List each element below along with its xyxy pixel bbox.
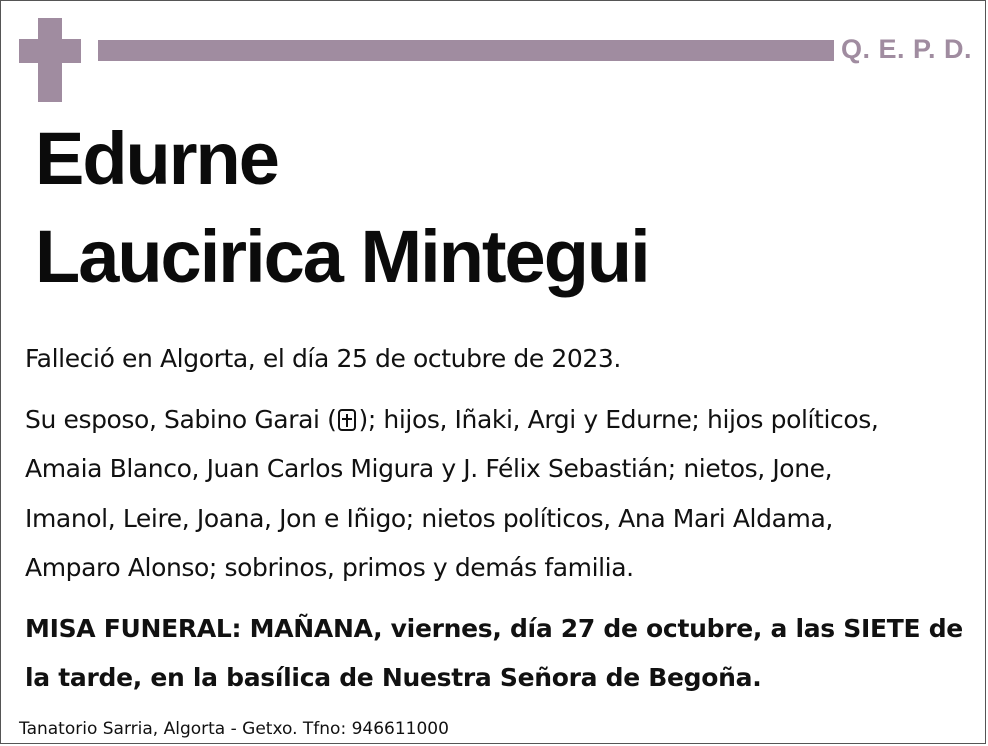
qepd-badge: Q. E. P. D. (841, 34, 973, 64)
funeral-line-2: la tarde, en la basílica de Nuestra Señora de Begoña. (25, 663, 762, 692)
deceased-cross-icon (338, 409, 356, 431)
family-line-1 (25, 395, 878, 445)
funeral-line-1: MISA FUNERAL: MAÑANA, viernes, día 27 de octubre, a las SIETE de (25, 614, 963, 643)
family-line-3: Imanol, Leire, Joana, Jon e Iñigo; nietos políticos, Ana Mari Aldama, (25, 504, 833, 533)
funeral-home-footer: Tanatorio Sarria, Algorta - Getxo. Tfno: 946611000 (19, 719, 449, 739)
deceased-first-name: Edurne (35, 117, 278, 200)
header-band (98, 40, 834, 61)
death-notice-text: Falleció en Algorta, el día 25 de octubre de 2023. (25, 344, 621, 373)
cross-icon-arm (19, 39, 81, 63)
family-line-4: Amparo Alonso; sobrinos, primos y demás familia. (25, 553, 634, 582)
family-line-2: Amaia Blanco, Juan Carlos Migura y J. Félix Sebastián; nietos, Jone, (25, 454, 833, 483)
family-line-1-end: ); hijos, Iñaki, Argi y Edurne; hijos políticos, (358, 405, 879, 434)
family-line-1-start: Su esposo, Sabino Garai ( (25, 405, 337, 434)
deceased-surnames: Laucirica Mintegui (35, 215, 649, 298)
